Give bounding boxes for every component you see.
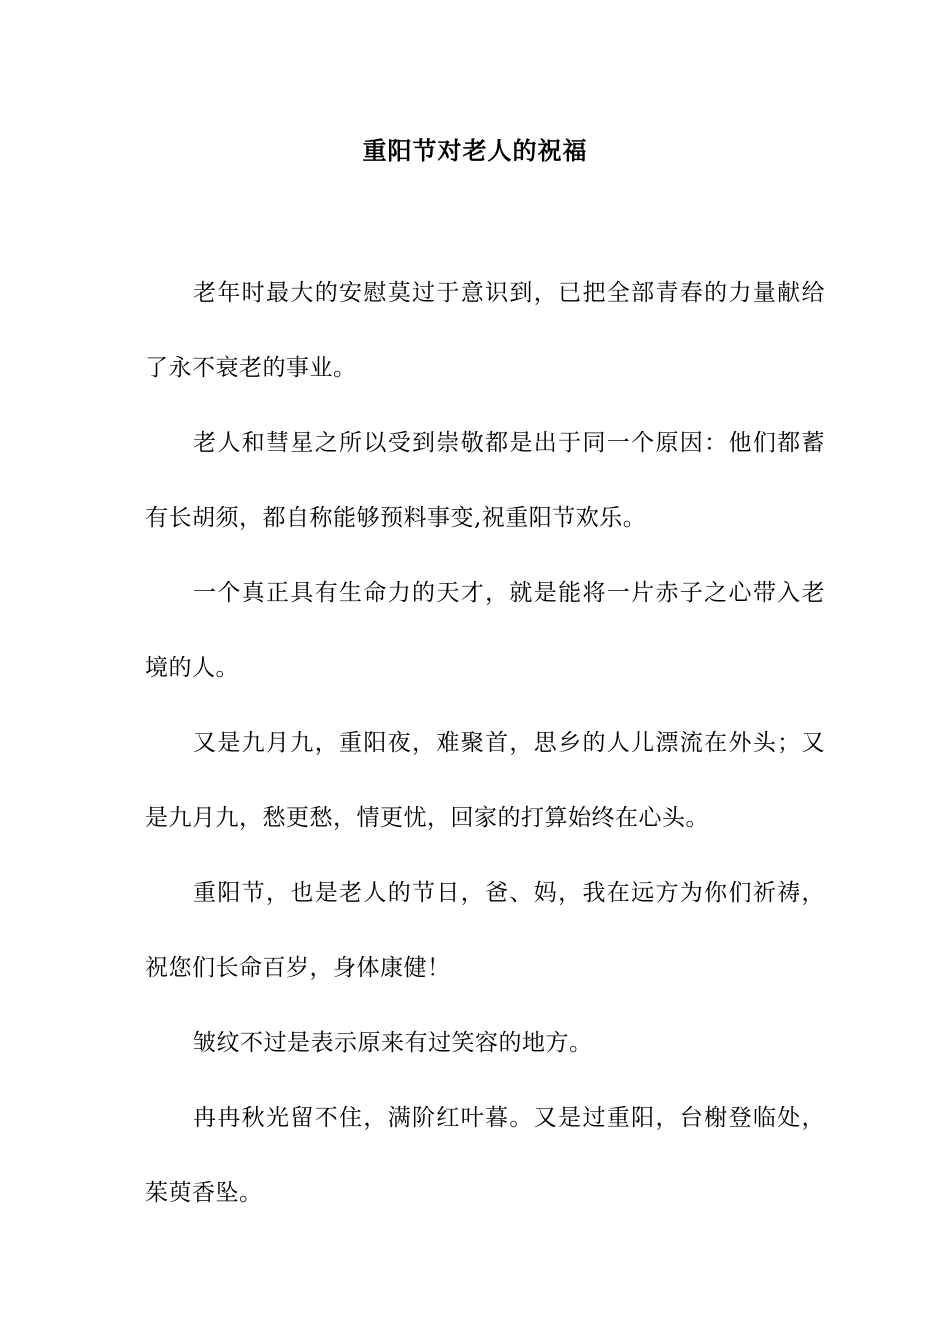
paragraph-5: 重阳节，也是老人的节日，爸、妈，我在远方为你们祈祷，祝您们长命百岁，身体康健！ bbox=[145, 880, 825, 981]
paragraph-1: 老年时最大的安慰莫过于意识到，已把全部青春的力量献给了永不衰老的事业。 bbox=[145, 280, 825, 381]
paragraph-4: 又是九月九，重阳夜，难聚首，思乡的人儿漂流在外头；又是九月九，愁更愁，情更忧，回家的打算始终在心头。 bbox=[145, 730, 825, 831]
document-title: 重阳节对老人的祝福 bbox=[362, 136, 588, 165]
document-body bbox=[145, 256, 825, 1231]
paragraph-7: 冉冉秋光留不住，满阶红叶暮。又是过重阳，台榭登临处，茱萸香坠。 bbox=[145, 1105, 825, 1206]
paragraph-6: 皱纹不过是表示原来有过笑容的地方。 bbox=[193, 1030, 593, 1056]
paragraph-3: 一个真正具有生命力的天才，就是能将一片赤子之心带入老境的人。 bbox=[145, 580, 825, 681]
paragraph-2: 老人和彗星之所以受到崇敬都是出于同一个原因：他们都蓄有长胡须，都自称能够预料事变,祝重阳节欢乐。 bbox=[145, 430, 825, 531]
